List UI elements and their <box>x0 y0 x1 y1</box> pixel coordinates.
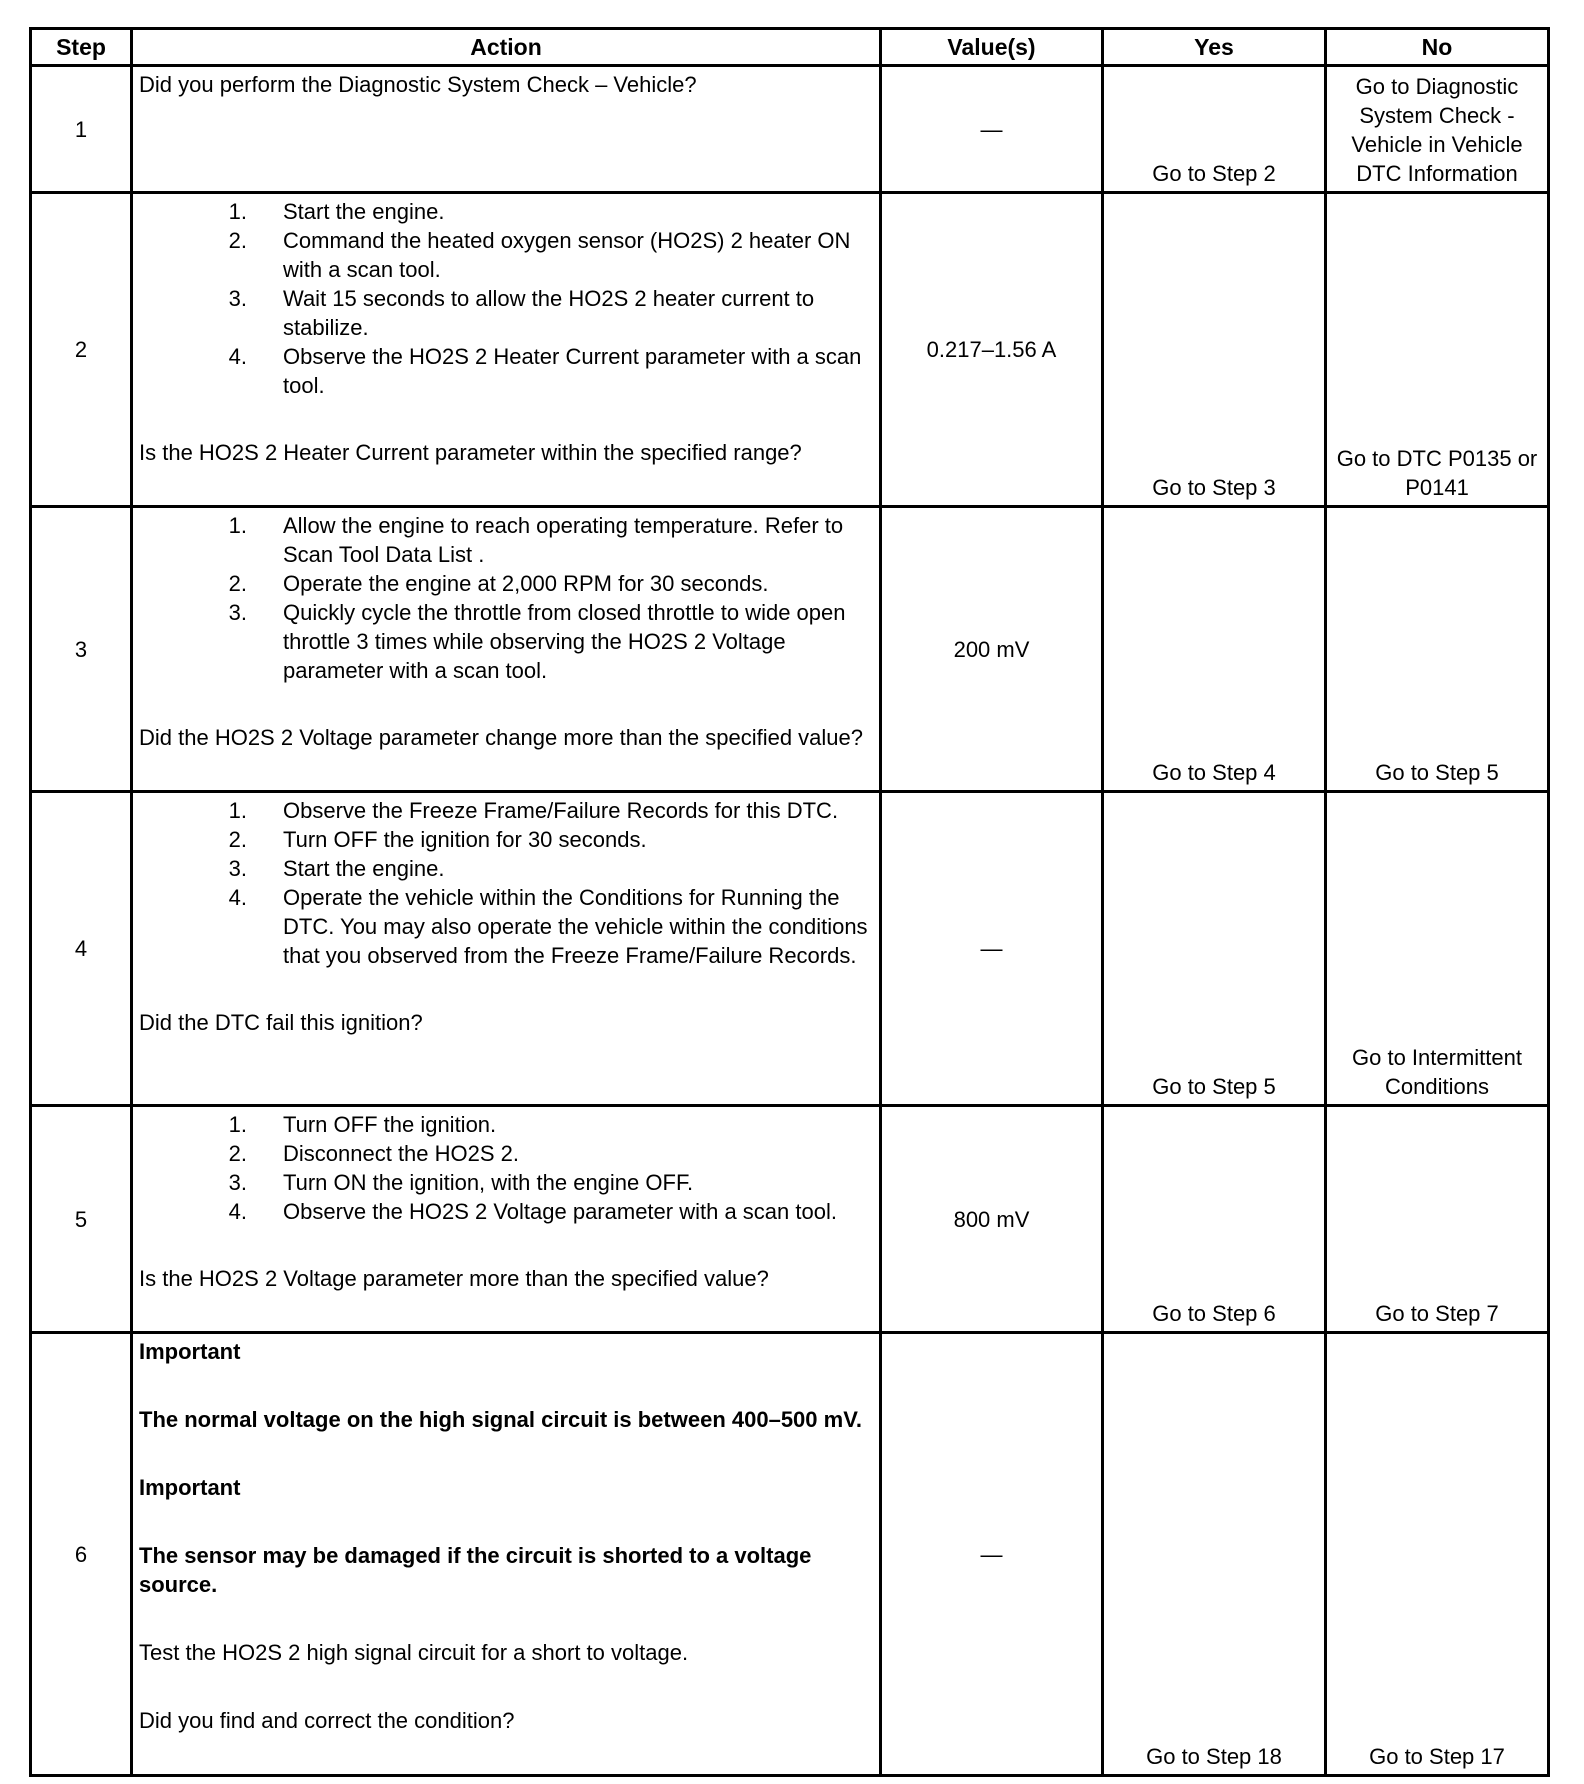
step-number: 6 <box>31 1333 132 1776</box>
action-step: 2. Operate the engine at 2,000 RPM for 30 seconds. <box>228 571 769 596</box>
value-cell: 0.217–1.56 A <box>881 193 1103 507</box>
yes-cell: Go to Step 2 <box>1103 66 1326 193</box>
important-label: Important <box>139 1475 241 1500</box>
step-number: 5 <box>31 1106 132 1333</box>
action-steps <box>139 511 871 685</box>
action-steps <box>139 1110 871 1226</box>
action-steps <box>139 197 871 400</box>
header-values: Value(s) <box>881 29 1103 66</box>
yes-cell: Go to Step 3 <box>1103 193 1326 507</box>
no-cell: Go to DTC P0135 or P0141 <box>1326 193 1549 507</box>
no-cell: Go to Diagnostic System Check - Vehicle in Vehicle DTC Information <box>1326 66 1549 193</box>
step-number: 1 <box>31 66 132 193</box>
action-step: 1. Start the engine. <box>228 199 445 224</box>
header-no: No <box>1326 29 1549 66</box>
no-cell: Go to Intermittent Conditions <box>1326 792 1549 1106</box>
value-cell: 200 mV <box>881 507 1103 792</box>
action-cell <box>132 66 881 193</box>
action-step: 4. Operate the vehicle within the Conditions for Running the DTC. You may also operate the vehicle within the conditions that you observed from the Freeze Frame/Failure Records. <box>228 885 868 968</box>
action-question: Did you find and correct the condition? <box>139 1708 515 1733</box>
diagnostic-table <box>29 27 1550 1777</box>
action-step: 1. Turn OFF the ignition. <box>228 1112 497 1137</box>
action-instruction: Test the HO2S 2 high signal circuit for a short to voltage. <box>139 1640 689 1665</box>
no-cell: Go to Step 17 <box>1326 1333 1549 1776</box>
action-step: 2. Command the heated oxygen sensor (HO2S) 2 heater ON with a scan tool. <box>228 228 851 282</box>
action-cell <box>132 1106 881 1333</box>
table-row <box>31 66 1549 193</box>
action-step: 2. Turn OFF the ignition for 30 seconds. <box>228 827 647 852</box>
action-step: 3. Turn ON the ignition, with the engine OFF. <box>228 1170 694 1195</box>
action-cell <box>132 792 881 1106</box>
header-row <box>31 29 1549 66</box>
table-row <box>31 193 1549 507</box>
table-row <box>31 1333 1549 1776</box>
value-cell: — <box>881 1333 1103 1776</box>
action-step: 3. Start the engine. <box>228 856 445 881</box>
action-step: 1. Allow the engine to reach operating temperature. Refer to Scan Tool Data List . <box>228 513 844 567</box>
value-cell: — <box>881 66 1103 193</box>
yes-cell: Go to Step 4 <box>1103 507 1326 792</box>
yes-cell: Go to Step 18 <box>1103 1333 1326 1776</box>
action-steps <box>139 796 871 970</box>
header-action: Action <box>132 29 881 66</box>
yes-cell: Go to Step 6 <box>1103 1106 1326 1333</box>
action-step: 3. Quickly cycle the throttle from closed throttle to wide open throttle 3 times while observing the HO2S 2 Voltage parameter with a scan tool. <box>228 600 846 683</box>
step-number: 2 <box>31 193 132 507</box>
header-yes: Yes <box>1103 29 1326 66</box>
value-cell: 800 mV <box>881 1106 1103 1333</box>
important-label: Important <box>139 1339 241 1364</box>
action-question: Did you perform the Diagnostic System Check – Vehicle? <box>139 72 697 97</box>
table-row <box>31 792 1549 1106</box>
header-step: Step <box>31 29 132 66</box>
action-question: Is the HO2S 2 Voltage parameter more than the specified value? <box>139 1266 769 1291</box>
no-cell: Go to Step 7 <box>1326 1106 1549 1333</box>
action-question: Is the HO2S 2 Heater Current parameter within the specified range? <box>139 440 802 465</box>
action-cell <box>132 193 881 507</box>
action-step: 2. Disconnect the HO2S 2. <box>228 1141 520 1166</box>
action-question: Did the HO2S 2 Voltage parameter change more than the specified value? <box>139 725 864 750</box>
step-number: 4 <box>31 792 132 1106</box>
action-cell <box>132 507 881 792</box>
step-number: 3 <box>31 507 132 792</box>
action-step: 4. Observe the HO2S 2 Voltage parameter with a scan tool. <box>228 1199 837 1224</box>
important-text: The normal voltage on the high signal circuit is between 400–500 mV. <box>139 1407 862 1432</box>
action-cell <box>132 1333 881 1776</box>
yes-cell: Go to Step 5 <box>1103 792 1326 1106</box>
action-step: 1. Observe the Freeze Frame/Failure Records for this DTC. <box>228 798 839 823</box>
action-step: 3. Wait 15 seconds to allow the HO2S 2 heater current to stabilize. <box>228 286 815 340</box>
action-step: 4. Observe the HO2S 2 Heater Current parameter with a scan tool. <box>228 344 862 398</box>
table-row <box>31 1106 1549 1333</box>
table-row <box>31 507 1549 792</box>
action-question: Did the DTC fail this ignition? <box>139 1010 423 1035</box>
no-cell: Go to Step 5 <box>1326 507 1549 792</box>
important-text: The sensor may be damaged if the circuit is shorted to a voltage source. <box>139 1543 812 1597</box>
value-cell: — <box>881 792 1103 1106</box>
